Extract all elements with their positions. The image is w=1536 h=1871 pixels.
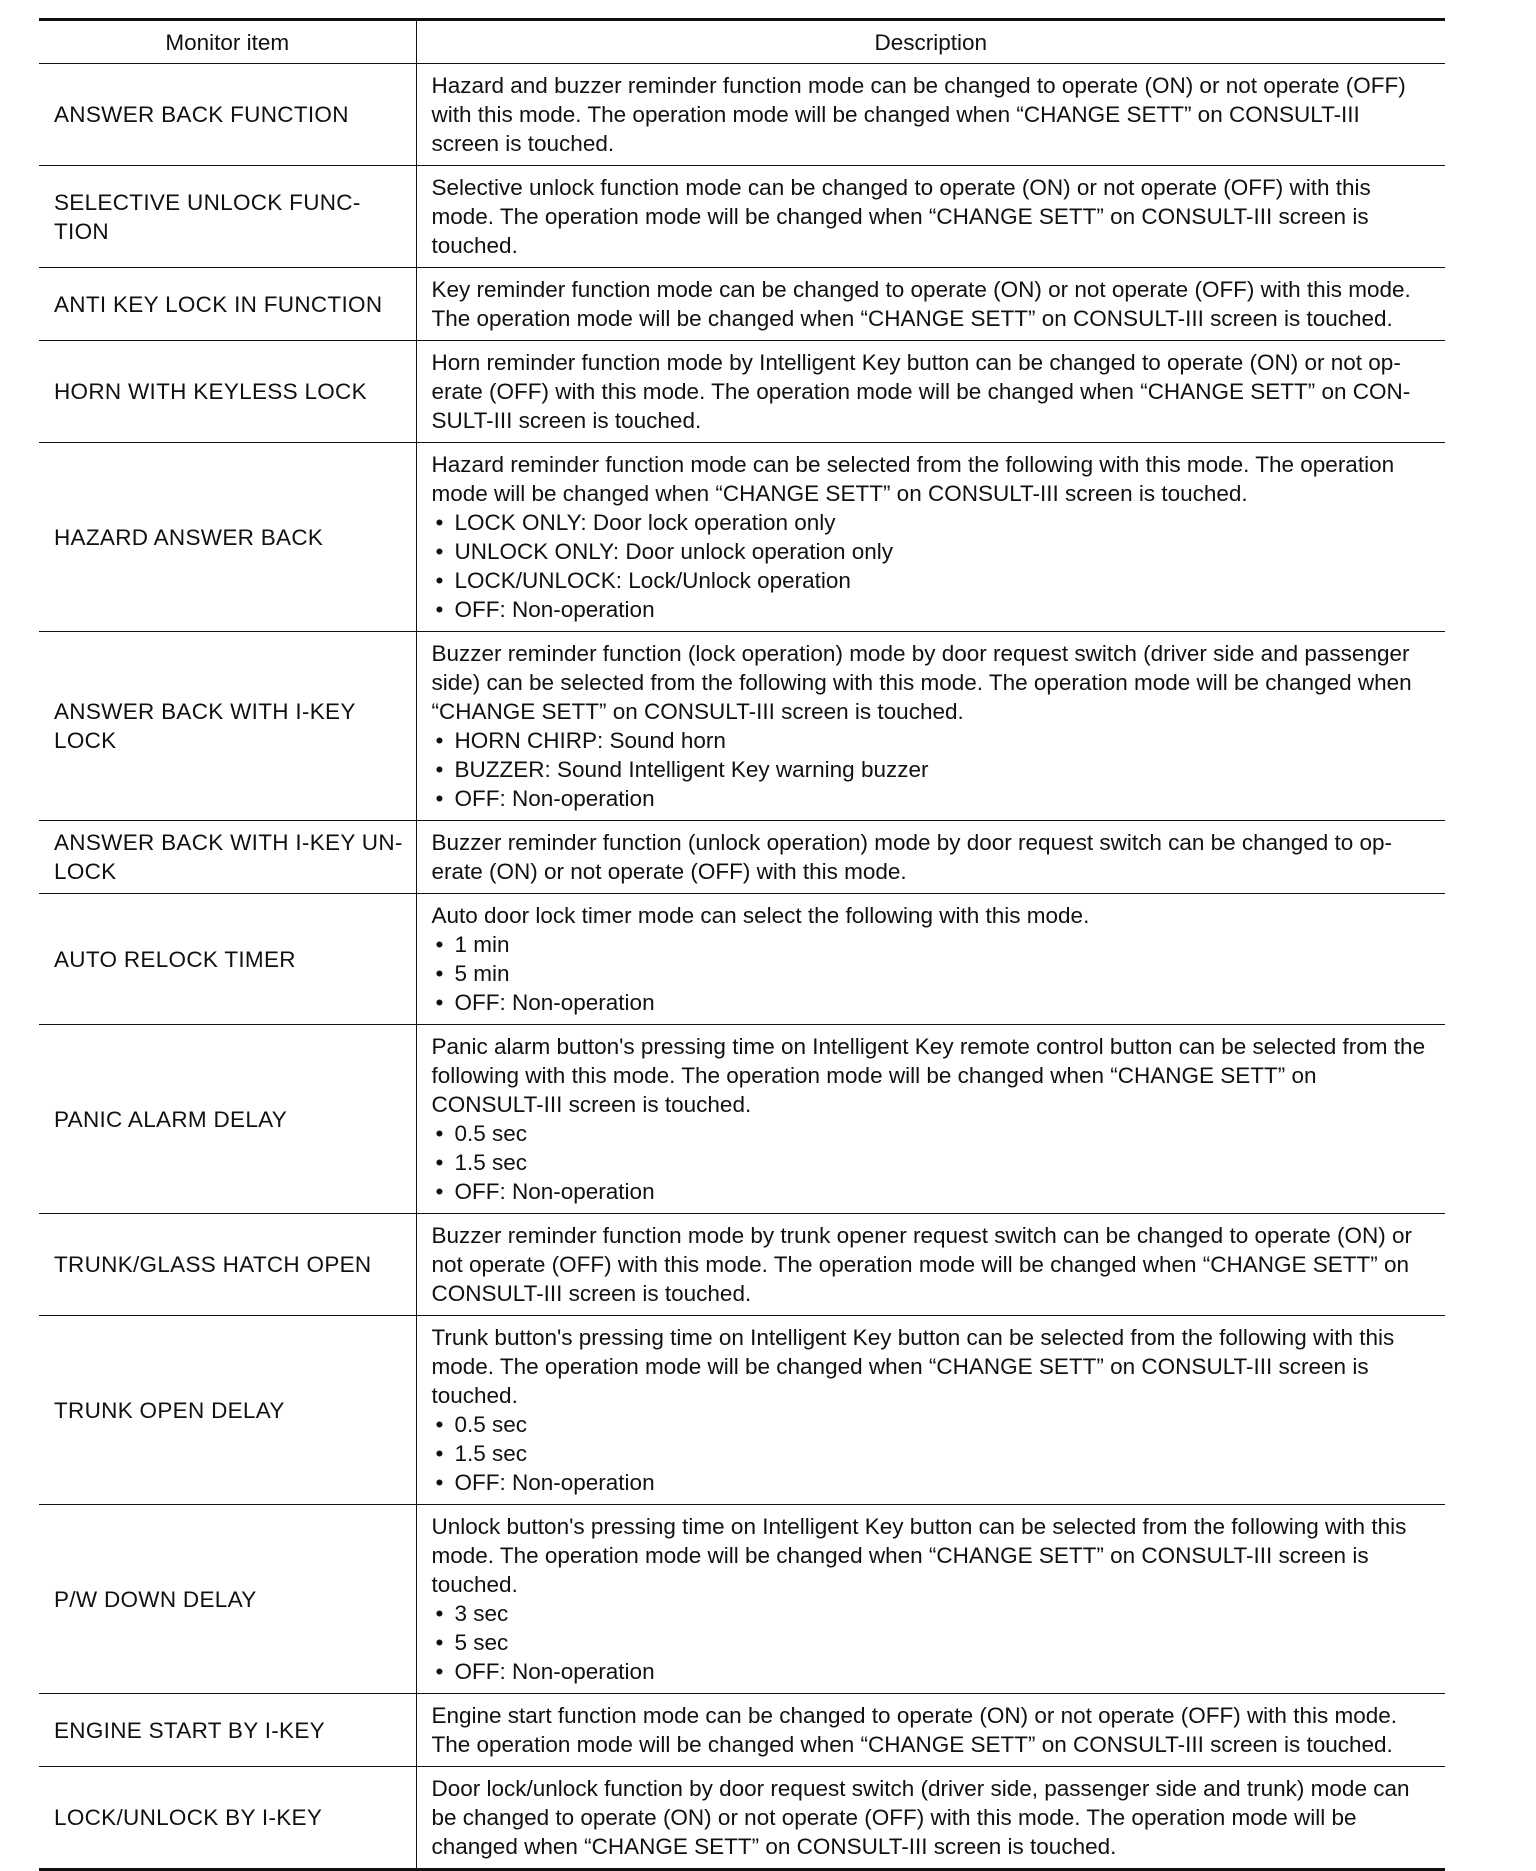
table-row: [39, 341, 1445, 443]
description-text: Engine start function mode can be changed to operate (ON) or not operate (OFF) with this mode. The operation mode will be changed when “CHANGE SETT” on CONSULT-III screen is touched.: [431, 1703, 1398, 1757]
option-list: [432, 508, 1434, 624]
description-cell: [416, 268, 1445, 341]
option-item: • OFF: Non-operation: [432, 1177, 1434, 1206]
monitor-item-cell: ANSWER BACK WITH I-KEY LOCK: [39, 632, 416, 821]
monitor-item-cell: ANSWER BACK WITH I-KEY UN- LOCK: [39, 821, 416, 894]
option-item: • UNLOCK ONLY: Door unlock operation only: [432, 537, 1434, 566]
option-item: • LOCK ONLY: Door lock operation only: [432, 508, 1434, 537]
column-header-description: Description: [416, 20, 1445, 64]
option-list: [432, 1410, 1434, 1497]
description-text: Key reminder function mode can be changed to operate (ON) or not operate (OFF) with this mode. The operation mode will be changed when “CHANGE SETT” on CONSULT-III screen is touched.: [431, 277, 1411, 331]
description-cell: [416, 894, 1445, 1025]
option-list: [432, 726, 1434, 813]
option-item: • 1 min: [432, 930, 1434, 959]
table-row: [39, 1767, 1445, 1870]
monitor-item-cell: PANIC ALARM DELAY: [39, 1025, 416, 1214]
monitor-item-cell: TRUNK OPEN DELAY: [39, 1316, 416, 1505]
description-text: Door lock/unlock function by door request switch (driver side, passenger side and trunk) mode can be changed to operate (ON) or not operate (OFF) with this mode. The operation mode will be changed when “CHANGE SETT” on CONSULT-III screen is touched.: [431, 1776, 1410, 1859]
description-cell: [416, 1767, 1445, 1870]
table-row: [39, 821, 1445, 894]
monitor-item-cell: LOCK/UNLOCK BY I-KEY: [39, 1767, 416, 1870]
table-row: [39, 443, 1445, 632]
table-row: [39, 1694, 1445, 1767]
option-item: • OFF: Non-operation: [432, 1468, 1434, 1497]
column-header-monitor-item: Monitor item: [39, 20, 416, 64]
option-item: • 0.5 sec: [432, 1119, 1434, 1148]
description-text: Buzzer reminder function mode by trunk opener request switch can be changed to operate (ON) or not operate (OFF) with this mode. The operation mode will be changed when “CHANGE SETT” on CONSULT-III screen is touched.: [431, 1223, 1413, 1306]
option-item: • 5 sec: [432, 1628, 1434, 1657]
monitor-item-cell: SELECTIVE UNLOCK FUNC- TION: [39, 166, 416, 268]
option-list: [432, 1599, 1434, 1686]
option-list: [432, 1119, 1434, 1206]
option-item: • HORN CHIRP: Sound horn: [432, 726, 1434, 755]
description-text: Selective unlock function mode can be changed to operate (ON) or not operate (OFF) with this mode. The operation mode will be changed when “CHANGE SETT” on CONSULT-III screen is touched.: [431, 175, 1371, 258]
description-text: Trunk button's pressing time on Intelligent Key button can be selected from the following with this mode. The operation mode will be changed when “CHANGE SETT” on CONSULT-III screen is touched.: [431, 1325, 1395, 1408]
option-item: • OFF: Non-operation: [432, 1657, 1434, 1686]
option-item: • LOCK/UNLOCK: Lock/Unlock operation: [432, 566, 1434, 595]
description-cell: [416, 1316, 1445, 1505]
description-cell: [416, 443, 1445, 632]
description-text: Panic alarm button's pressing time on Intelligent Key remote control button can be selected from the following with this mode. The operation mode will be changed when “CHANGE SETT” on CONSULT-III screen is touched.: [431, 1034, 1426, 1117]
table-row: [39, 894, 1445, 1025]
option-item: • OFF: Non-operation: [432, 988, 1434, 1017]
monitor-item-cell: HORN WITH KEYLESS LOCK: [39, 341, 416, 443]
description-cell: [416, 1694, 1445, 1767]
option-item: • 0.5 sec: [432, 1410, 1434, 1439]
option-item: • BUZZER: Sound Intelligent Key warning buzzer: [432, 755, 1434, 784]
monitor-item-cell: ANTI KEY LOCK IN FUNCTION: [39, 268, 416, 341]
monitor-item-cell: ANSWER BACK FUNCTION: [39, 64, 416, 166]
table-row: [39, 1025, 1445, 1214]
option-item: • 1.5 sec: [432, 1439, 1434, 1468]
option-item: • 3 sec: [432, 1599, 1434, 1628]
description-text: Horn reminder function mode by Intelligent Key button can be changed to operate (ON) or not op- erate (OFF) with this mode. The operation mode will be changed when “CHANGE SETT” on CON- SULT-III screen is touched.: [431, 350, 1411, 433]
option-item: • 5 min: [432, 959, 1434, 988]
monitor-item-cell: TRUNK/GLASS HATCH OPEN: [39, 1214, 416, 1316]
description-cell: [416, 1505, 1445, 1694]
option-item: • 1.5 sec: [432, 1148, 1434, 1177]
monitor-item-cell: ENGINE START BY I-KEY: [39, 1694, 416, 1767]
description-text: Hazard and buzzer reminder function mode can be changed to operate (ON) or not operate (OFF) with this mode. The operation mode will be changed when “CHANGE SETT” on CONSULT-III screen is touched.: [431, 73, 1406, 156]
table-row: [39, 1214, 1445, 1316]
table-row: [39, 632, 1445, 821]
description-text: Buzzer reminder function (unlock operation) mode by door request switch can be changed to op- erate (ON) or not operate (OFF) with this mode.: [431, 830, 1393, 884]
option-item: • OFF: Non-operation: [432, 595, 1434, 624]
table-header-row: [39, 20, 1445, 64]
description-cell: [416, 64, 1445, 166]
monitor-item-table: [39, 18, 1445, 1871]
table-body: [39, 64, 1445, 1870]
table-row: [39, 166, 1445, 268]
table-row: [39, 1505, 1445, 1694]
option-list: [432, 930, 1434, 1017]
option-item: • OFF: Non-operation: [432, 784, 1434, 813]
monitor-item-cell: AUTO RELOCK TIMER: [39, 894, 416, 1025]
description-cell: [416, 821, 1445, 894]
description-cell: [416, 1214, 1445, 1316]
monitor-item-cell: HAZARD ANSWER BACK: [39, 443, 416, 632]
description-cell: [416, 341, 1445, 443]
description-text: Unlock button's pressing time on Intelligent Key button can be selected from the following with this mode. The operation mode will be changed when “CHANGE SETT” on CONSULT-III screen is touched.: [431, 1514, 1407, 1597]
description-cell: [416, 632, 1445, 821]
table-row: [39, 268, 1445, 341]
description-text: Buzzer reminder function (lock operation) mode by door request switch (driver side and passenger side) can be selected from the following with this mode. The operation mode will be changed when “CHANGE SETT” on CONSULT-III screen is touched.: [431, 641, 1412, 724]
table-row: [39, 1316, 1445, 1505]
description-cell: [416, 166, 1445, 268]
description-text: Hazard reminder function mode can be selected from the following with this mode. The operation mode will be changed when “CHANGE SETT” on CONSULT-III screen is touched.: [431, 452, 1395, 506]
table-row: [39, 64, 1445, 166]
description-text: Auto door lock timer mode can select the following with this mode.: [431, 903, 1090, 928]
monitor-item-cell: P/W DOWN DELAY: [39, 1505, 416, 1694]
description-cell: [416, 1025, 1445, 1214]
